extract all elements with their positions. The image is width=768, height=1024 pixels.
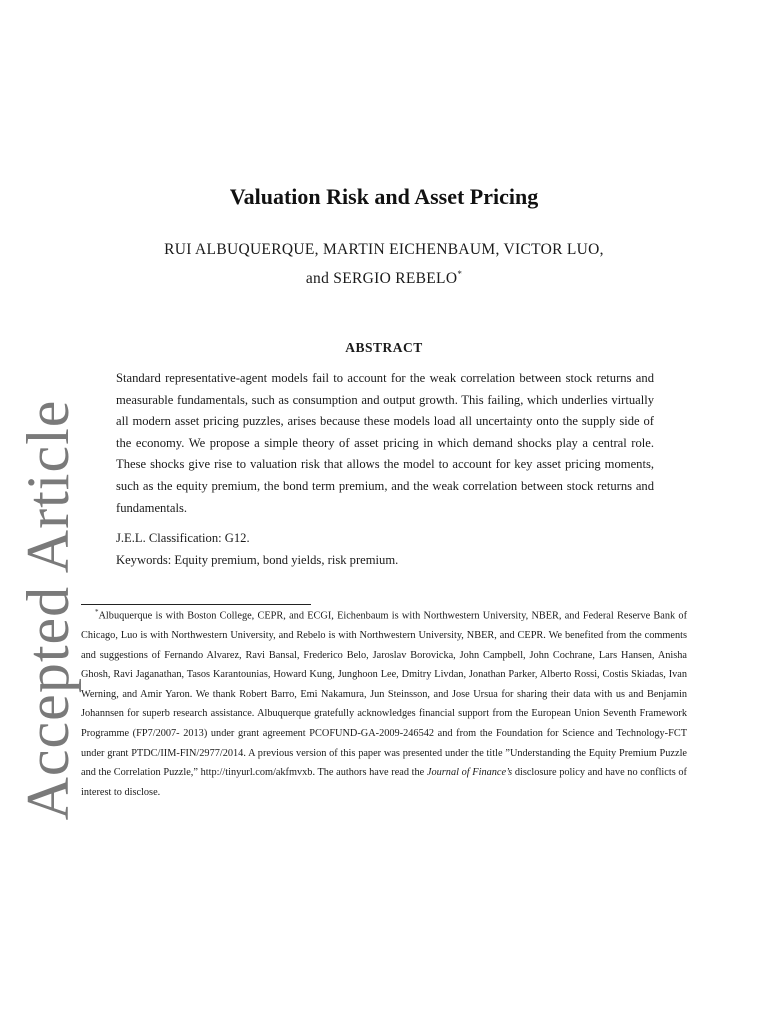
footnote-mark: * — [95, 608, 99, 616]
author-footnote-mark: * — [457, 269, 463, 279]
author-list — [0, 238, 768, 291]
footnote-text-main: Albuquerque is with Boston College, CEPR, and ECGI, Eichenbaum is with Northwestern University, NBER, and Federal Reserve Bank of Chicago, Luo is with Northwestern University, and Rebelo is with Northwestern University, NBER, and CEPR. We benefited from the comments and suggestions of Fernando Alvarez, Ravi Bansal, Frederico Belo, Jaroslav Borovicka, John Campbell, John Cochrane, Lars Hansen, Anisha Ghosh, Ravi Jaganathan, Tasos Karantounias, Howard Kung, Junghoon Lee, Dmitry Livdan, Jonathan Parker, Alberto Rossi, Costis Skiadas, Ivan Werning, and Amir Yaron. We thank Robert Barro, Emi Nakamura, Jun Steinsson, and Jose Ursua for sharing their data with us and Benjamin Johannsen for superb research assistance. Albuquerque gratefully acknowledges financial support from the European Union Seventh Framework Programme (FP7/2007- 2013) under grant agreement PCOFUND-GA-2009-246542 and from the Foundation for Science and Technology-FCT under grant PTDC/IIM-FIN/2977/2014. A previous version of this paper was presented under the title ”Understanding the Equity Premium Puzzle and the Correlation Puzzle,” http://tinyurl.com/akfmvxb. The authors have read the — [81, 610, 687, 779]
author-footnote — [81, 603, 687, 802]
footnote-journal-name: Journal of Finance’s — [426, 767, 513, 779]
abstract-heading: ABSTRACT — [345, 340, 423, 355]
jel-classification: J.E.L. Classification: G12. — [116, 531, 250, 545]
authors-line-2-text: and SERGIO REBELO — [305, 270, 458, 288]
authors-line-1: RUI ALBUQUERQUE, MARTIN EICHENBAUM, VICTOR LUO, — [164, 241, 604, 258]
authors-line-2 — [0, 262, 768, 291]
footnote-text-end: disclosure policy and have no conflicts of interest to disclose. — [81, 767, 687, 798]
classification-block — [116, 528, 654, 571]
paper-title: Valuation Risk and Asset Pricing — [229, 184, 539, 209]
keywords: Keywords: Equity premium, bond yields, risk premium. — [116, 552, 399, 567]
accepted-article-watermark: Accepted Article — [15, 399, 81, 821]
abstract-body: Standard representative-agent models fail to account for the weak correlation between stock returns and measurable fundamentals, such as consumption and output growth. This failing, which underlies virtually all modern asset pricing puzzles, arises because these models load all uncertainty onto the supply side of the economy. We propose a simple theory of asset pricing in which demand shocks play a central role. These shocks give rise to valuation risk that allows the model to account for key asset pricing moments, such as the equity premium, the bond term premium, and the weak correlation between stock returns and fundamentals. — [116, 371, 654, 515]
